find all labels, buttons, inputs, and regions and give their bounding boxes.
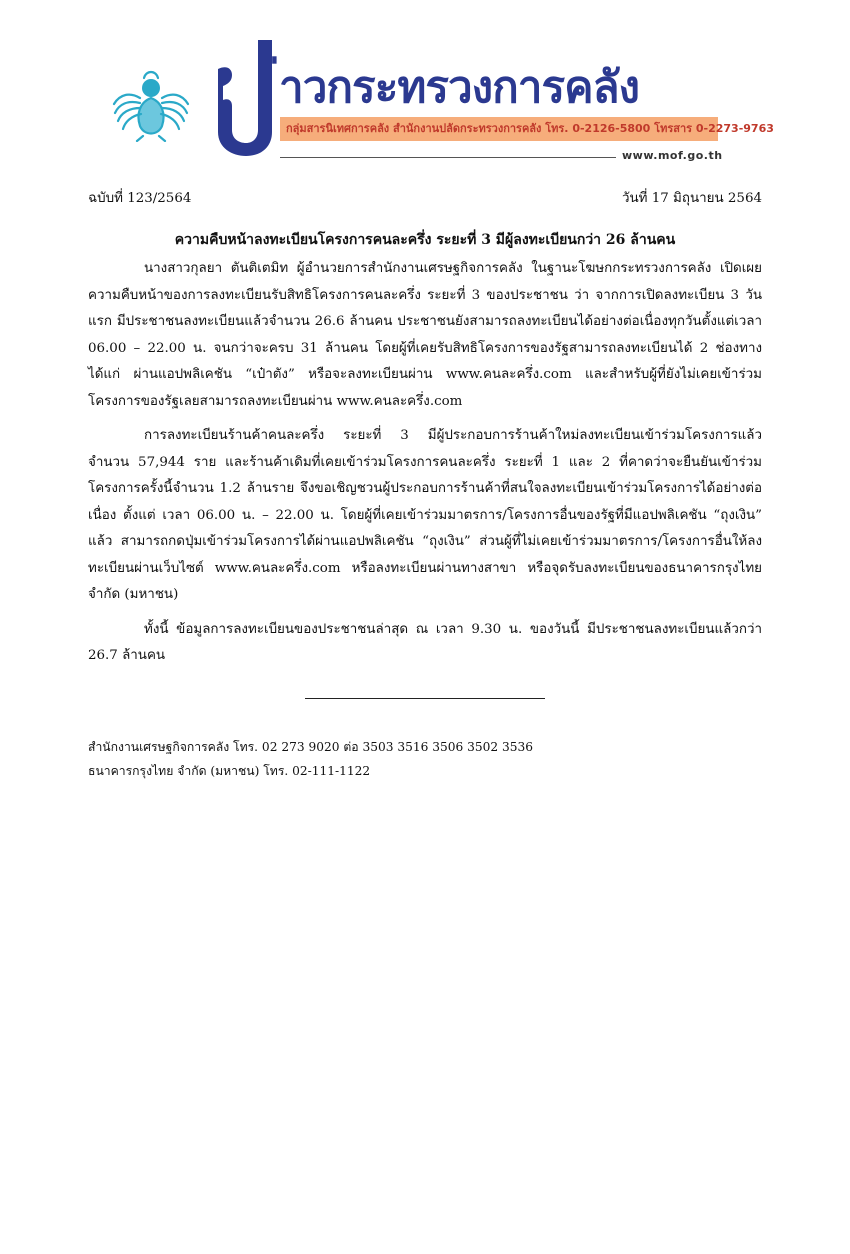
end-divider <box>305 698 545 699</box>
masthead-contact-line: กลุ่มสารนิเทศการคลัง สำนักงานปลัดกระทรวงการคลัง โทร. 0-2126-5800 โทรสาร 0-2273-9763 <box>286 122 774 135</box>
press-release-body <box>88 186 762 783</box>
contact-line-ktb: ธนาคารกรุงไทย จำกัด (มหาชน) โทร. 02-111-1122 <box>88 763 371 778</box>
masthead-title: ่าวกระทรวงการคลัง <box>280 62 640 113</box>
garuda-emblem-icon <box>110 58 192 142</box>
masthead-url[interactable]: www.mof.go.th <box>622 149 723 162</box>
contact-list <box>88 735 762 783</box>
issue-number: ฉบับที่ 123/2564 <box>88 191 192 206</box>
issue-meta-row <box>88 186 762 212</box>
paragraph-3: ทั้งนี้ ข้อมูลการลงทะเบียนของประชาชนล่าสุด ณ เวลา 9.30 น. ของวันนี้ มีประชาชนลงทะเบียนแล้วกว่า 26.7 ล้านคน <box>88 621 762 663</box>
contact-line-fpo: สำนักงานเศรษฐกิจการคลัง โทร. 02 273 9020 ต่อ 3503 3516 3506 3502 3536 <box>88 739 534 754</box>
letterhead <box>110 40 774 170</box>
headline: ความคืบหน้าลงทะเบียนโครงการคนละครึ่ง ระยะที่ 3 มีผู้ลงทะเบียนกว่า 26 ล้านคน <box>174 232 676 248</box>
paragraph-1: นางสาวกุลยา ตันติเตมิท ผู้อำนวยการสำนักงานเศรษฐกิจการคลัง ในฐานะโฆษกกระทรวงการคลัง เปิดเผยความคืบหน้าของการลงทะเบียนรับสิทธิโครงการคนละครึ่ง ระยะที่ 3 ของประชาชน ว่า จากการเปิดลงทะเบียน 3 วันแรก มีประชาชนลงทะเบียนแล้วจำนวน 26.6 ล้านคน ประชาชนยังสามารถลงทะเบียนได้อย่างต่อเนื่องทุกวันตั้งแต่เวลา 06.00 – 22.00 น. จนกว่าจะครบ 31 ล้านคน โดยผู้ที่เคยรับสิทธิโครงการของรัฐสามารถลงทะเบียนได้ 2 ช่องทาง ได้แก่ ผ่านแอปพลิเคชัน “เป๋าตัง” หรือจะลงทะเบียนผ่าน www.คนละครึ่ง.com และสำหรับผู้ที่ยังไม่เคยเข้าร่วมโครงการของรัฐเลยสามารถลงทะเบียนผ่าน www.คนละครึ่ง.com <box>88 261 762 409</box>
paragraph-2: การลงทะเบียนร้านค้าคนละครึ่ง ระยะที่ 3 มีผู้ประกอบการร้านค้าใหม่ลงทะเบียนเข้าร่วมโครงการแล้ว จำนวน 57,944 ราย และร้านค้าเดิมที่เคยเข้าร่วมโครงการคนละครึ่ง ระยะที่ 1 และ 2 ที่คาดว่าจะยืนยันเข้าร่วมโครงการครั้งนี้จำนวน 1.2 ล้านราย จึงขอเชิญชวนผู้ประกอบการร้านค้าที่สนใจลงทะเบียนเข้าร่วมโครงการได้อย่างต่อเนื่อง ตั้งแต่ เวลา 06.00 น. – 22.00 น. โดยผู้ที่เคยเข้าร่วมมาตรการ/โครงการอื่นของรัฐที่มีแอปพลิเคชัน “ถุงเงิน” แล้ว สามารถกดปุ่มเข้าร่วมโครงการได้ผ่านแอปพลิเคชัน “ถุงเงิน” ส่วนผู้ที่ไม่เคยเข้าร่วมมาตรการ/โครงการอื่นให้ลงทะเบียนผ่านเว็บไซต์ www.คนละครึ่ง.com หรือลงทะเบียนผ่านทางสาขา หรือจุดรับลงทะเบียนของธนาคารกรุงไทย จำกัด (มหาชน) <box>88 428 762 602</box>
masthead-kho-letter-icon <box>210 40 280 158</box>
issue-date: วันที่ 17 มิถุนายน 2564 <box>622 191 762 206</box>
masthead-rule <box>280 157 616 158</box>
